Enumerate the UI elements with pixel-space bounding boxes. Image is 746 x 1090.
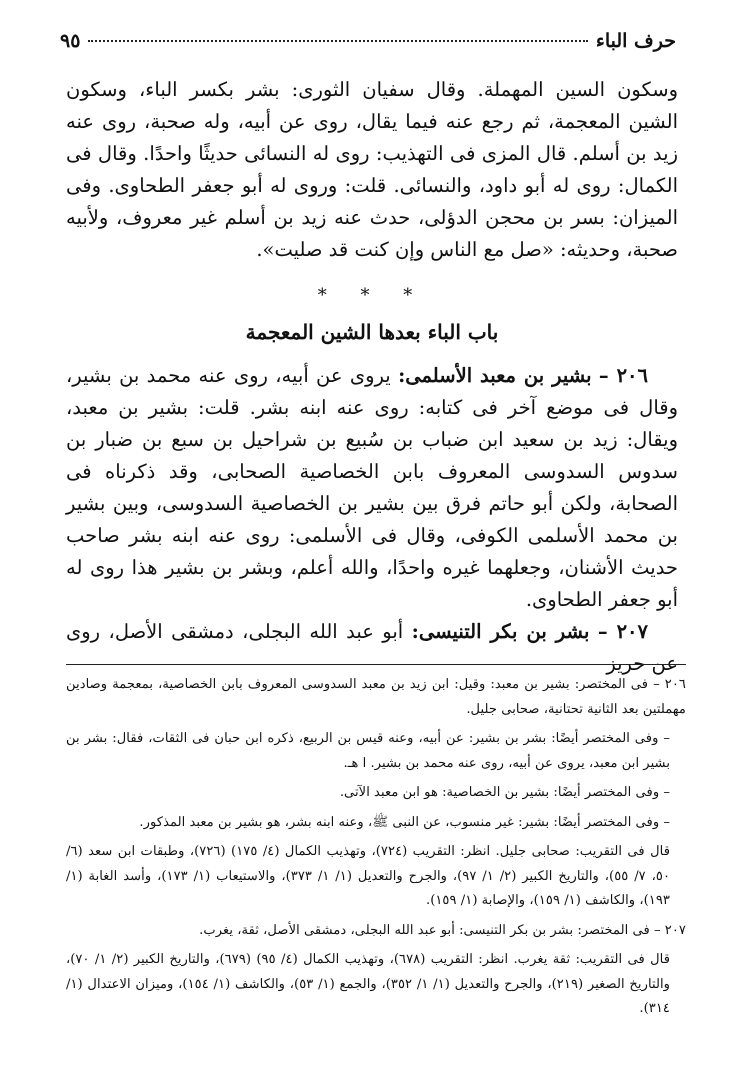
footnote-206-sub: – وفى المختصر أيضًا: بشير: غير منسوب، عن النبى ﷺ، وعنه ابنه بشر، هو بشير بن معبد المذكور. xyxy=(139,814,670,830)
entry-number: ٢٠٧ – xyxy=(597,620,648,643)
footnote-206-sub: – وفى المختصر أيضًا: بشر بن بشير: عن أبيه، وعنه قيس بن الربيع، ذكره ابن حبان فى الثقات، فقال: بشر بن بشير ابن معبد، يروى عن أبيه، روى عنه محمد بن بشير. ا هـ. xyxy=(66,731,670,771)
footnotes xyxy=(66,664,686,1027)
footnote-206-references: قال فى التقريب: صحابى جليل. انظر: التقريب (٧٢٤)، وتهذيب الكمال (٤/ ١٧٥) (٧٢٦)، وطبقات ابن سعد (٦/ ٥٠، ٧/ ٥٥)، والتاريخ الكبير (٢/ ١/ ٩٧)، والجرح والتعديل (١/ ١/ ٣٧٣)، والاستيعاب (١/ ١٧٣)، وأسد الغابة (١/ ١٩٣)، والكاشف (١/ ١٥٩)، والإصابة (١/ ١٥٩). xyxy=(66,844,671,908)
entry-text: أبو عبد الله البجلى، دمشقى الأصل، روى عن حريز xyxy=(66,620,678,675)
footnote-206-sub: – وفى المختصر أيضًا: بشير بن الخصاصية: هو ابن معبد الآتى. xyxy=(339,785,670,800)
footnote-207: ٢٠٧ – فى المختصر: بشر بن بكر التنيسى: أبو عبد الله البجلى، دمشقى الأصل، ثقة، يغرب. xyxy=(199,922,686,938)
entry-name: بشير بن معبد الأسلمى: xyxy=(398,364,592,387)
entry-name: بشر بن بكر التنيسى: xyxy=(411,620,590,643)
entry-206 xyxy=(66,360,678,616)
section-heading: باب الباء بعدها الشين المعجمة xyxy=(245,320,499,344)
section-separator: * * * xyxy=(317,285,427,306)
entry-text: يروى عن أبيه، روى عنه محمد بن بشير، وقال فى موضع آخر فى كتابه: روى عنه ابنه بشر. قلت: بشير بن معبد، ويقال: زيد بن سعيد ابن ضباب بن سُبيع بن شراحيل بن سبع بن ضبار بن سدوس السدوسى المعروف بابن الخصاصية الصحابى، وقد ذكرناه فى الصحابة، ولكن أبو حاتم فرق بين بشير بن الخصاصية السدوسى، وبين بشير بن محمد الأسلمى الكوفى، وقال فى الأسلمى: روى عنه ابنه بشر صاحب حديث الأشنان، وجعلهما غيره واحدًا، والله أعلم، وبشر بن بشير هذا روى له أبو جعفر الطحاوى. xyxy=(66,364,678,611)
leader-dots xyxy=(88,40,588,42)
chapter-title: حرف الباء xyxy=(595,30,676,52)
main-text xyxy=(66,74,678,680)
footnote-206: ٢٠٦ – فى المختصر: بشير بن معبد: وقيل: ابن زيد بن معبد السدوسى المعروف بابن الخصاصية، بمعجمة وصادين مهملتين بعد الثانية تحتانية، صحابى جليل. xyxy=(66,677,686,717)
page-number: ٩٥ xyxy=(60,30,81,52)
entry-number: ٢٠٦ – xyxy=(598,364,648,387)
footnote-207-references: قال فى التقريب: ثقة يغرب. انظر: التقريب (٦٧٨)، وتهذيب الكمال (٤/ ٩٥) (٦٧٩)، والتاريخ الكبير (٢/ ١/ ٧٠)، والتاريخ الصغير (٢١٩)، والجرح والتعديل (١/ ١/ ٣٥٢)، والجمع (١/ ٥٣)، والكاشف (١/ ١٥٤)، وميزان الاعتدال (١/ ٣١٤). xyxy=(66,952,670,1016)
running-head xyxy=(60,30,676,62)
continuation-paragraph: وسكون السين المهملة. وقال سفيان الثورى: بشر بكسر الباء، وسكون الشين المعجمة، ثم رجع عنه فيما يقال، روى عن أبيه، وله صحبة، روى عنه زيد بن أسلم. قال المزى فى التهذيب: روى له النسائى حديثًا واحدًا. وقال فى الكمال: روى له أبو داود، والنسائى. قلت: وروى له أبو جعفر الطحاوى. وفى الميزان: بسر بن محجن الدؤلى، حدث عنه زيد بن أسلم غير معروف، ولأبيه صحبة، وحديثه: «صل مع الناس وإن كنت قد صليت». xyxy=(66,78,678,261)
